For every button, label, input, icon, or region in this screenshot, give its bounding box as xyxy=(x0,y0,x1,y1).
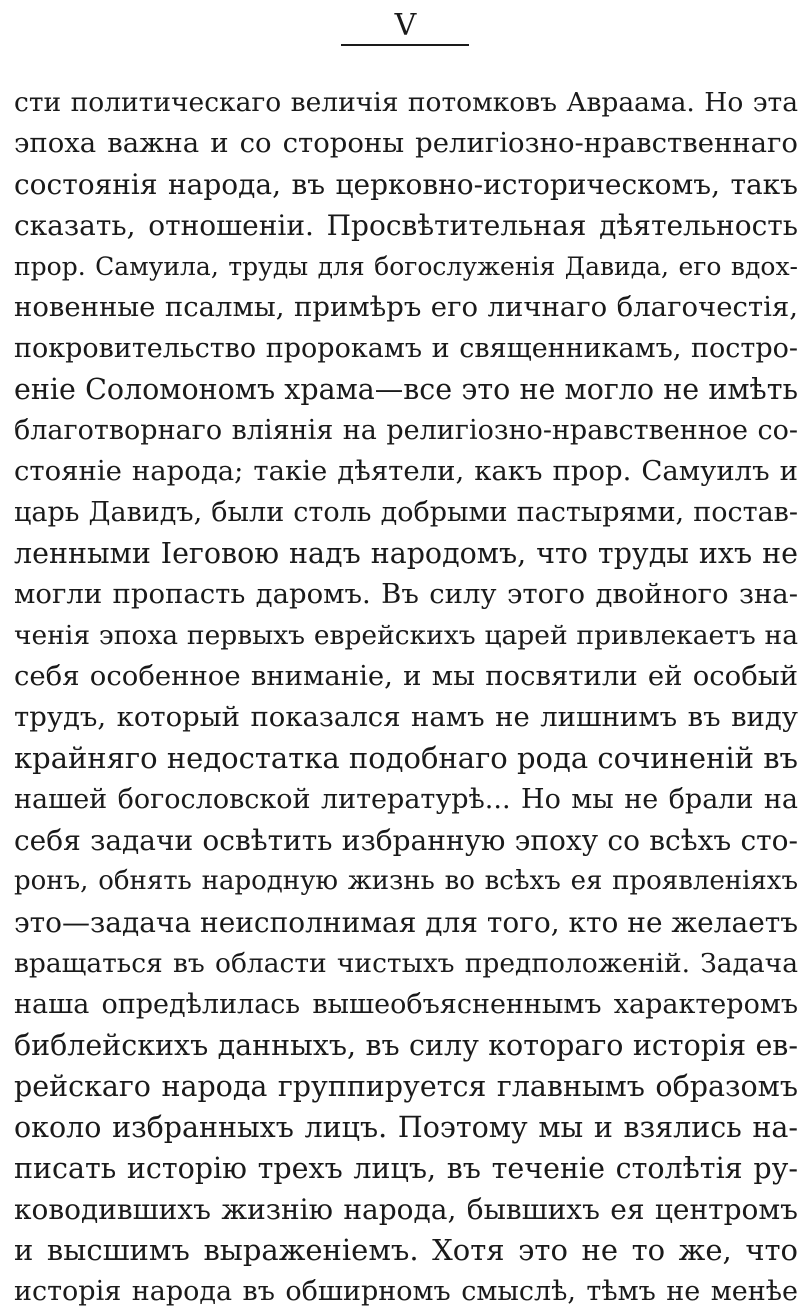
text-line: прор. Самуила, труды для богослуженія Давида, его вдох- xyxy=(14,252,798,281)
text-line: состоянія народа, въ церковно-историческомъ, такъ xyxy=(14,168,798,201)
text-line: библейскихъ данныхъ, въ силу котораго исторія ев- xyxy=(14,1029,798,1062)
text-line: еніе Соломономъ храма—все это не могло не имѣть xyxy=(14,373,798,406)
text-line: стояніе народа; такіе дѣятели, какъ прор. Самуилъ и xyxy=(14,455,798,487)
text-line: около избранныхъ лицъ. Поэтому мы и взялись на- xyxy=(14,1111,798,1144)
text-line: сказать, отношеніи. Просвѣтительная дѣятельность xyxy=(14,209,798,242)
text-line: крайняго недостатка подобнаго рода сочиненій въ xyxy=(14,741,798,775)
text-line: себя задачи освѣтить избранную эпоху со всѣхъ сто- xyxy=(14,824,798,857)
text-line: писать исторію трехъ лицъ, въ теченіе столѣтія ру- xyxy=(14,1152,798,1185)
text-line: и высшимъ выраженіемъ. Хотя это не то же, что xyxy=(14,1233,798,1267)
text-line: ченія эпоха первыхъ еврейскихъ царей привлекаетъ на xyxy=(14,620,798,651)
text-line: новенные псалмы, примѣръ его личнаго благочестія, xyxy=(14,291,798,323)
text-line: себя особенное вниманіе, и мы посвятили ей особый xyxy=(14,660,798,692)
text-line: благотворнаго вліянія на религіозно-нравственное со- xyxy=(14,415,798,446)
text-line: царь Давидъ, были столь добрыми пастырями, постав- xyxy=(14,497,798,528)
body-text xyxy=(14,82,798,1312)
text-line: ронъ, обнять народную жизнь во всѣхъ ея проявленіяхъ xyxy=(14,866,798,896)
text-line: вращаться въ области чистыхъ предположеній. Задача xyxy=(14,948,798,979)
text-line: сти политическаго величія потомковъ Авраама. Но эта xyxy=(14,87,798,118)
text-line: могли пропасть даромъ. Въ силу этого двойного зна- xyxy=(14,578,798,610)
page-number: V xyxy=(394,8,418,43)
text-line: ководившихъ жизнію народа, бывшихъ ея центромъ xyxy=(14,1193,798,1226)
text-line: покровительство пророкамъ и священникамъ, постро- xyxy=(14,333,798,364)
text-line: рейскаго народа группируется главнымъ образомъ xyxy=(14,1070,798,1103)
text-line: эпоха важна и со стороны религіозно-нравственнаго xyxy=(14,127,798,159)
text-line: ленными Іеговою надъ народомъ, что труды ихъ не xyxy=(14,537,798,570)
header-rule xyxy=(341,44,469,46)
text-line: исторія народа въ обширномъ смыслѣ, тѣмъ не менѣе xyxy=(14,1276,798,1307)
text-line: нашей богословской литературѣ... Но мы не брали на xyxy=(14,784,798,815)
text-line: наша опредѣлилась вышеобъясненнымъ характеромъ xyxy=(14,989,798,1020)
text-line: трудъ, который показался намъ не лишнимъ въ виду xyxy=(14,701,798,733)
text-line: это—задача неисполнимая для того, кто не желаетъ xyxy=(14,906,798,939)
